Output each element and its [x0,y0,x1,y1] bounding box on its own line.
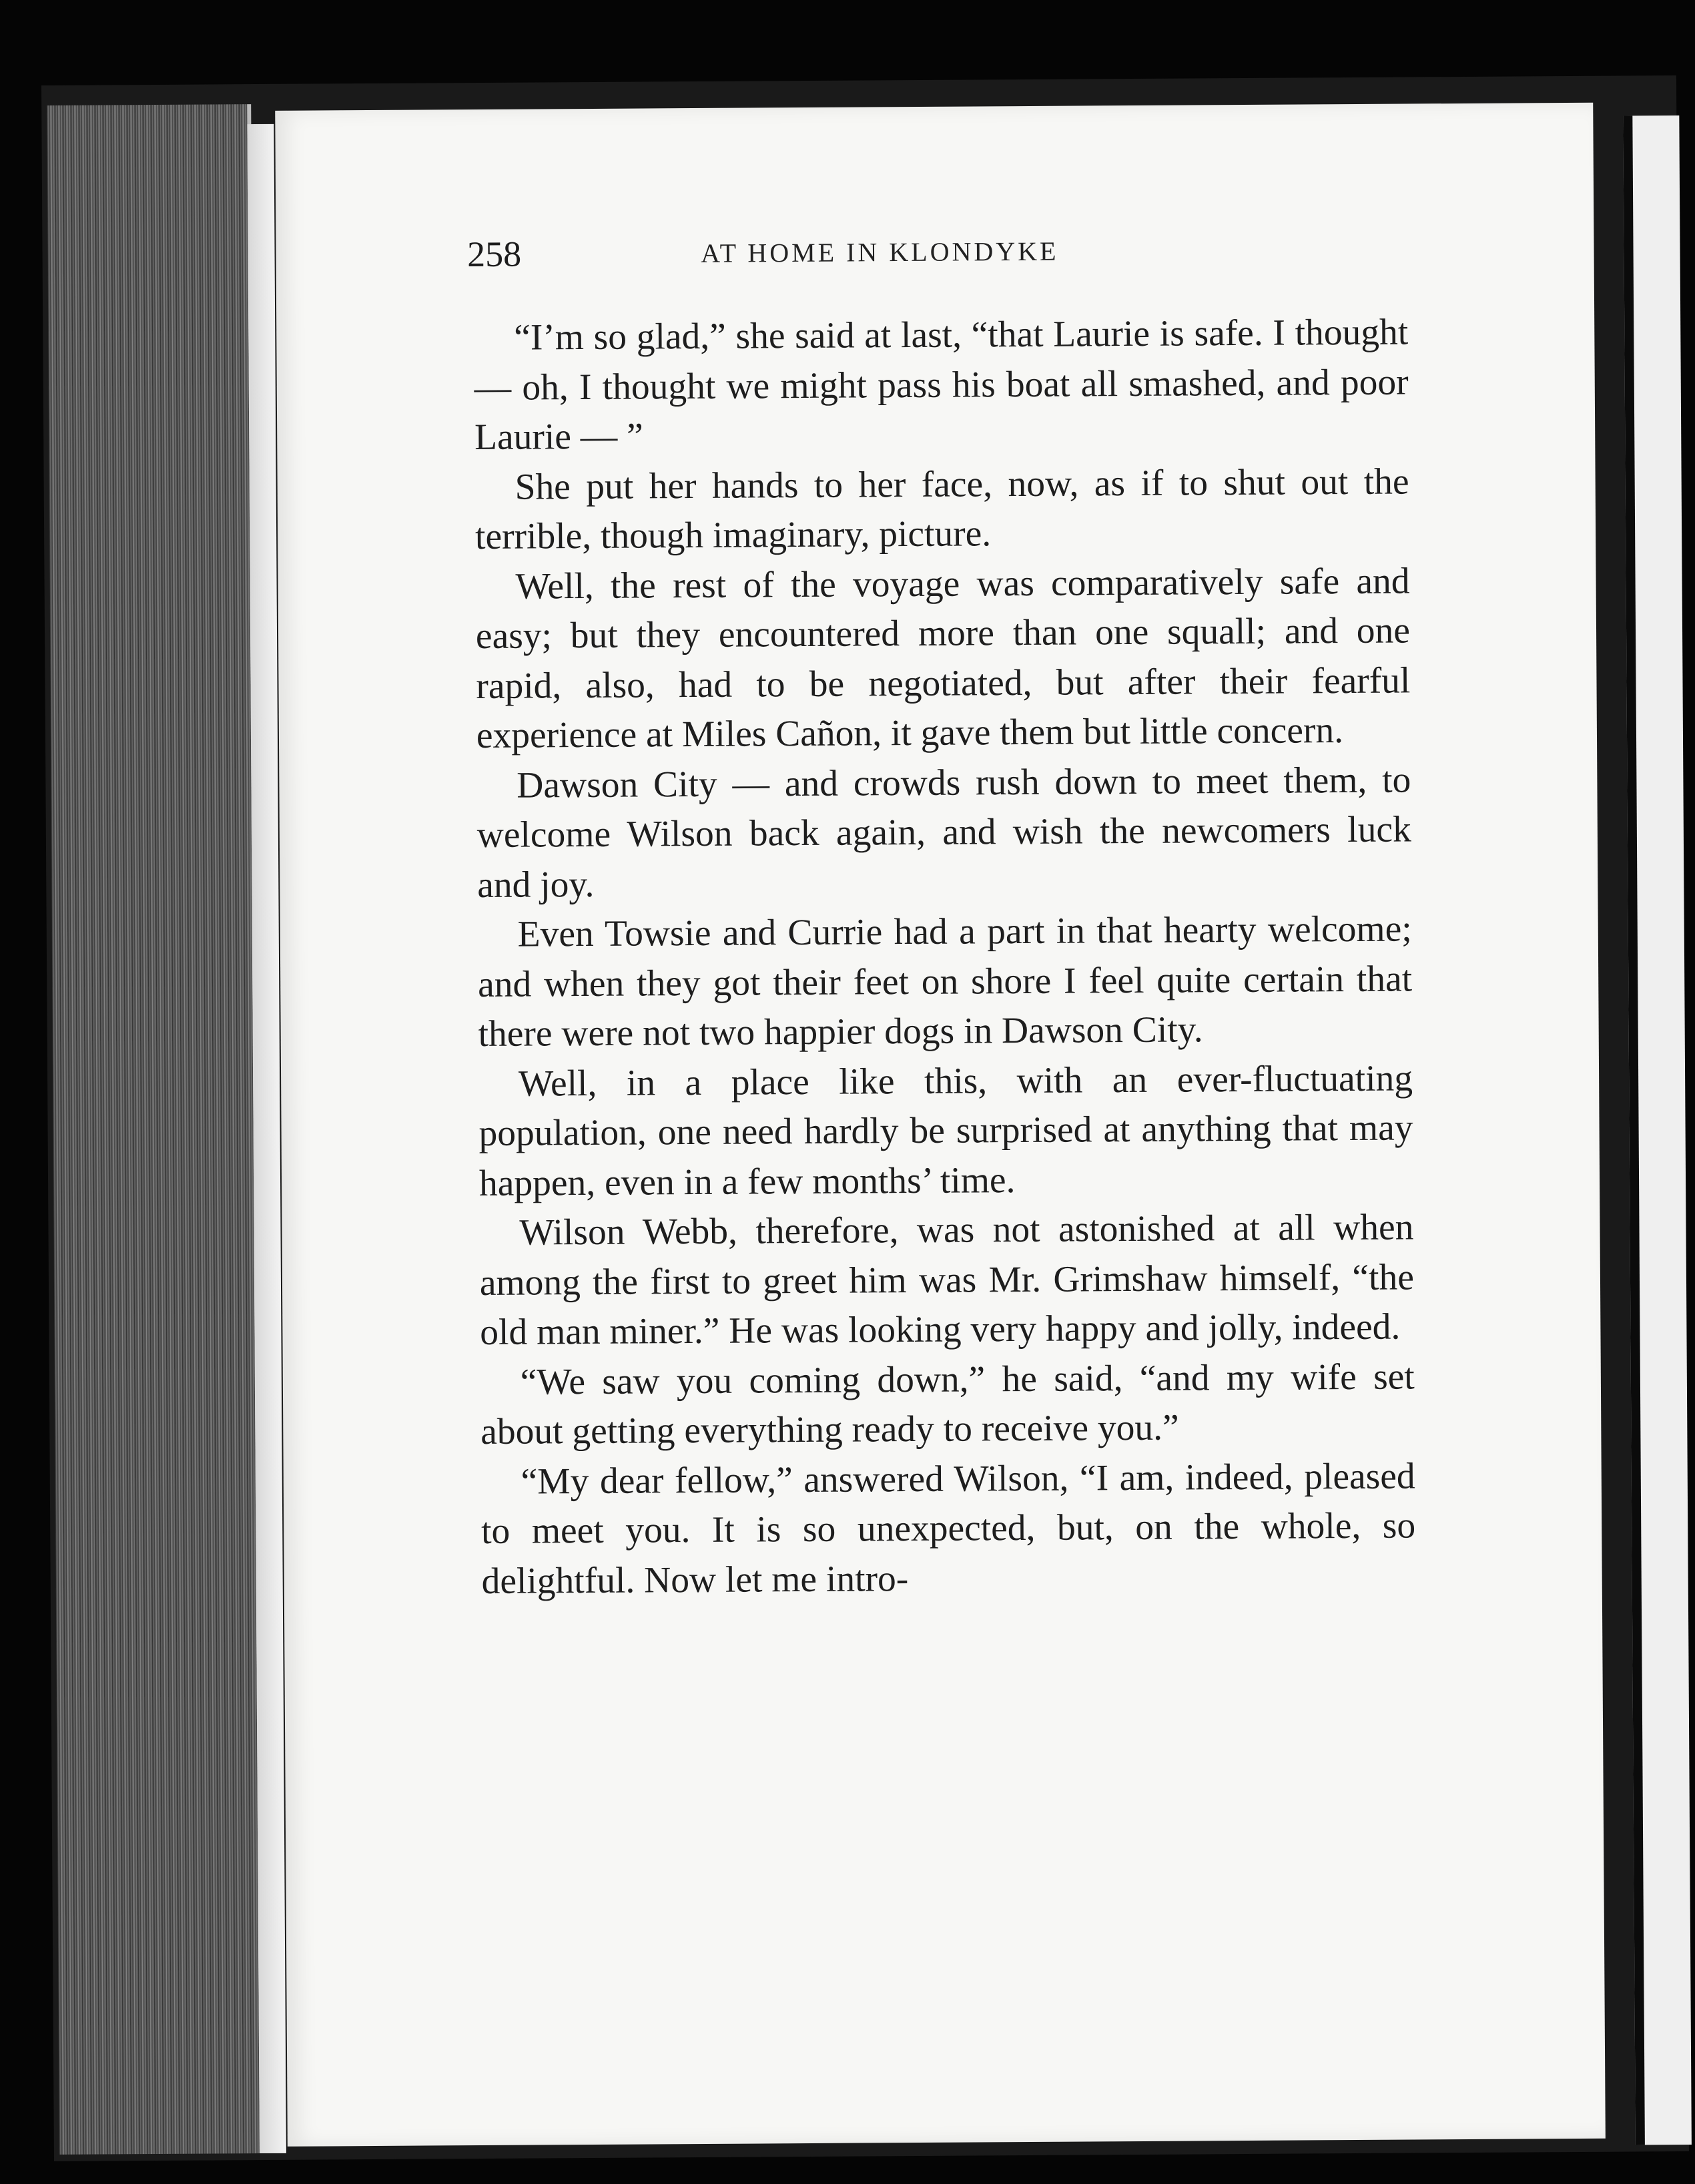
paragraph: Dawson City — and crowds rush down to meet them, to welcome Wilson back again, and wish the newcomers luck and joy. [476,759,1411,906]
paragraph: She put her hands to her face, now, as if to shut out the terrible, though imaginary, picture. [474,461,1409,557]
running-head-title: AT HOME IN KLONDYKE [701,236,1059,268]
facing-page-edge [1623,115,1692,2145]
running-head [467,227,1548,287]
paragraph: “We saw you coming down,” he said, “and my wife set about getting everything ready to receive you.” [480,1356,1415,1452]
paragraph: “My dear fellow,” answered Wilson, “I am, indeed, pleased to meet you. It is so unexpected, but, on the whole, so delightful. Now let me intro- [480,1455,1416,1602]
paragraph: Even Towsie and Currie had a part in that hearty welcome; and when they got their feet on shore I feel quite certain that there were not two happier dogs in Dawson City. [477,908,1413,1055]
page-number: 258 [467,234,522,274]
page-edges [47,104,264,2155]
body-text [474,308,1416,1607]
paragraph: “I’m so glad,” she said at last, “that Laurie is safe. I thought — oh, I thought we might pass his boat all smashed, and poor Laurie — ” [474,312,1409,458]
paragraph: Well, in a place like this, with an ever-fluctuating population, one need hardly be surprised at anything that may happen, even in a few months’ time. [478,1057,1413,1204]
paragraph: Well, the rest of the voyage was comparatively safe and easy; but they encountered more than one squall; and one rapid, also, had to be negotiated, but after their fearful experience at Miles Cañon, it gave them but little concern. [475,560,1411,756]
paragraph: Wilson Webb, therefore, was not astonished at all when among the first to greet him was Mr. Grimshaw himself, “the old man miner.” He was looking very happy and jolly, indeed. [479,1207,1415,1353]
